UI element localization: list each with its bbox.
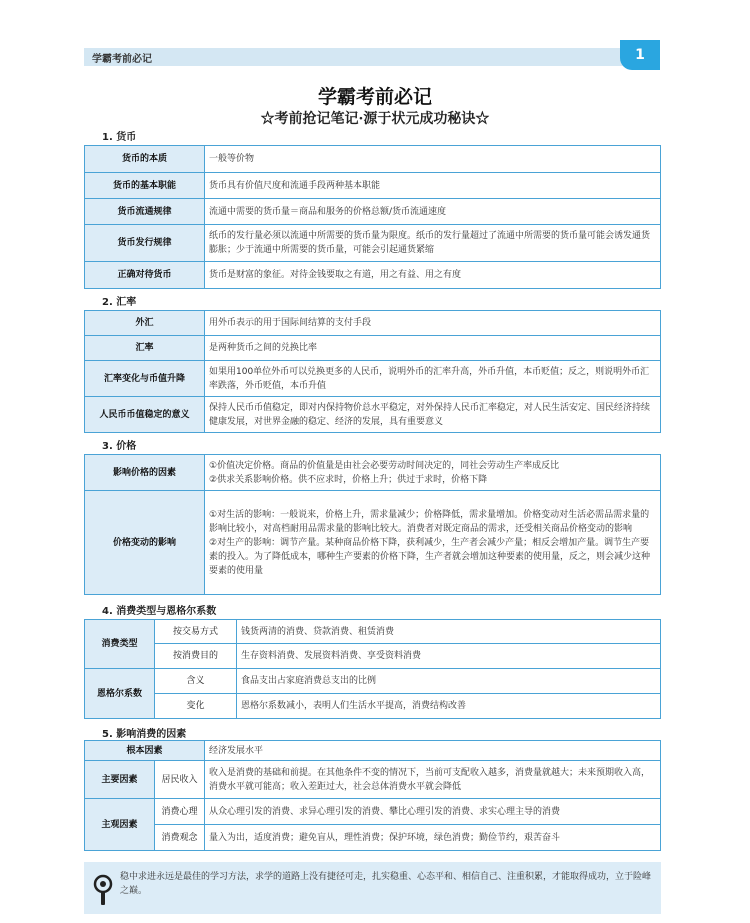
row-content: 如果用100单位外币可以兑换更多的人民币，说明外币的汇率升高，外币升值，本币贬值；反之，则说明外币汇率跌落，外币贬值，本币升值 [205, 361, 661, 397]
page-subtitle: ☆考前抢记笔记·源于状元成功秘诀☆ [260, 111, 490, 127]
table-row [85, 397, 661, 433]
row-content: 用外币表示的用于国际间结算的支付手段 [205, 311, 661, 336]
currency-table [84, 145, 661, 289]
row-content: 经济发展水平 [205, 741, 661, 761]
row-content: 钱货两清的消费、贷款消费、租赁消费 [237, 620, 661, 644]
row-content: ①价值决定价格。商品的价值量是由社会必要劳动时间决定的，同社会劳动生产率成反比 ②供求关系影响价格。供不应求时，价格上升；供过于求时，价格下降 [205, 455, 661, 491]
row-content: 生存资料消费、发展资料消费、享受资料消费 [237, 644, 661, 669]
consumption-types-table [84, 619, 661, 719]
table-row [85, 262, 661, 289]
row-label: 人民币币值稳定的意义 [85, 397, 205, 433]
sub-label: 消费观念 [155, 825, 205, 851]
page-header-bar [84, 48, 624, 66]
section-heading-currency: 1. 货币 [102, 132, 137, 143]
price-table [84, 454, 661, 595]
group-label: 主观因素 [85, 799, 155, 851]
table-row [85, 491, 661, 595]
group-label: 主要因素 [85, 761, 155, 799]
row-label: 货币发行规律 [85, 225, 205, 262]
sub-label: 按消费目的 [155, 644, 237, 669]
row-content: 是两种货币之间的兑换比率 [205, 336, 661, 361]
section-heading-consumption-factors: 5. 影响消费的因素 [102, 729, 187, 740]
table-row [85, 761, 661, 799]
row-content: 流通中需要的货币量＝商品和服务的价格总额/货币流通速度 [205, 199, 661, 225]
page-number: 1 [620, 40, 660, 70]
table-row [85, 694, 661, 719]
row-label: 影响价格的因素 [85, 455, 205, 491]
exchange-rate-table [84, 310, 661, 433]
sub-label: 居民收入 [155, 761, 205, 799]
row-label: 正确对待货币 [85, 262, 205, 289]
table-row [85, 644, 661, 669]
page-header-label: 学霸考前必记 [92, 54, 152, 65]
row-content: 量入为出，适度消费；避免盲从，理性消费；保护环境，绿色消费；勤俭节约，艰苦奋斗 [205, 825, 661, 851]
section-heading-consumption-types: 4. 消费类型与恩格尔系数 [102, 606, 217, 617]
table-row [85, 620, 661, 644]
table-row [85, 336, 661, 361]
group-label: 消费类型 [85, 620, 155, 669]
row-content: 一般等价物 [205, 146, 661, 173]
row-content: 食品支出占家庭消费总支出的比例 [237, 669, 661, 694]
page-title: 学霸考前必记 [317, 86, 432, 108]
table-row [85, 455, 661, 491]
table-row [85, 741, 661, 761]
row-label: 外汇 [85, 311, 205, 336]
table-row [85, 199, 661, 225]
row-label: 汇率变化与币值升降 [85, 361, 205, 397]
row-content: ①对生活的影响：一般说来，价格上升，需求量减少；价格降低，需求量增加。价格变动对生活必需品需求量的影响比较小，对高档耐用品需求量的影响比较大。消费者对既定商品的需求，还受相关商品价格变动的影响 ②对生产的影响：调节产量。某种商品价格下降，获利减少，生产者会减少产量；相反会增加产量。调节生产要素的投入。为了降低成本，哪种生产要素的价格下降，生产者就会增加这种要素的使用量，反之，则会减少这种要素的使用量 [205, 491, 661, 595]
row-label: 汇率 [85, 336, 205, 361]
consumption-factors-table [84, 740, 661, 851]
root-factor-label: 根本因素 [85, 741, 205, 761]
sub-label: 消费心理 [155, 799, 205, 825]
table-row [85, 669, 661, 694]
table-row [85, 146, 661, 173]
row-label: 货币流通规律 [85, 199, 205, 225]
magnifier-icon [92, 874, 114, 908]
table-row [85, 311, 661, 336]
row-content: 货币具有价值尺度和流通手段两种基本职能 [205, 173, 661, 199]
row-content: 恩格尔系数减小，表明人们生活水平提高，消费结构改善 [237, 694, 661, 719]
table-row [85, 799, 661, 825]
table-row [85, 225, 661, 262]
row-label: 货币的本质 [85, 146, 205, 173]
sub-label: 变化 [155, 694, 237, 719]
row-content: 保持人民币币值稳定，即对内保持物价总水平稳定，对外保持人民币汇率稳定，对人民生活安定、国民经济持续健康发展，对世界金融的稳定、经济的发展，具有重要意义 [205, 397, 661, 433]
table-row [85, 361, 661, 397]
section-heading-exchange-rate: 2. 汇率 [102, 297, 137, 308]
table-row [85, 825, 661, 851]
row-content: 从众心理引发的消费、求异心理引发的消费、攀比心理引发的消费、求实心理主导的消费 [205, 799, 661, 825]
table-row [85, 173, 661, 199]
section-heading-price: 3. 价格 [102, 441, 137, 452]
sub-label: 按交易方式 [155, 620, 237, 644]
row-label: 货币的基本职能 [85, 173, 205, 199]
row-content: 收入是消费的基础和前提。在其他条件不变的情况下，当前可支配收入越多，消费量就越大；未来预期收入高，消费水平就可能高；收入差距过大，社会总体消费水平就会降低 [205, 761, 661, 799]
row-content: 货币是财富的象征。对待金钱要取之有道，用之有益、用之有度 [205, 262, 661, 289]
group-label: 恩格尔系数 [85, 669, 155, 719]
footer-tip-text: 稳中求进永远是最佳的学习方法，求学的道路上没有捷径可走，扎实稳重、心态平和、相信自己、注重积累，才能取得成功，立于险峰之巅。 [120, 872, 652, 896]
sub-label: 含义 [155, 669, 237, 694]
row-label: 价格变动的影响 [85, 491, 205, 595]
row-content: 纸币的发行量必须以流通中所需要的货币量为限度。纸币的发行量超过了流通中所需要的货币量可能会诱发通货膨胀；少于流通中所需要的货币量，可能会引起通货紧缩 [205, 225, 661, 262]
